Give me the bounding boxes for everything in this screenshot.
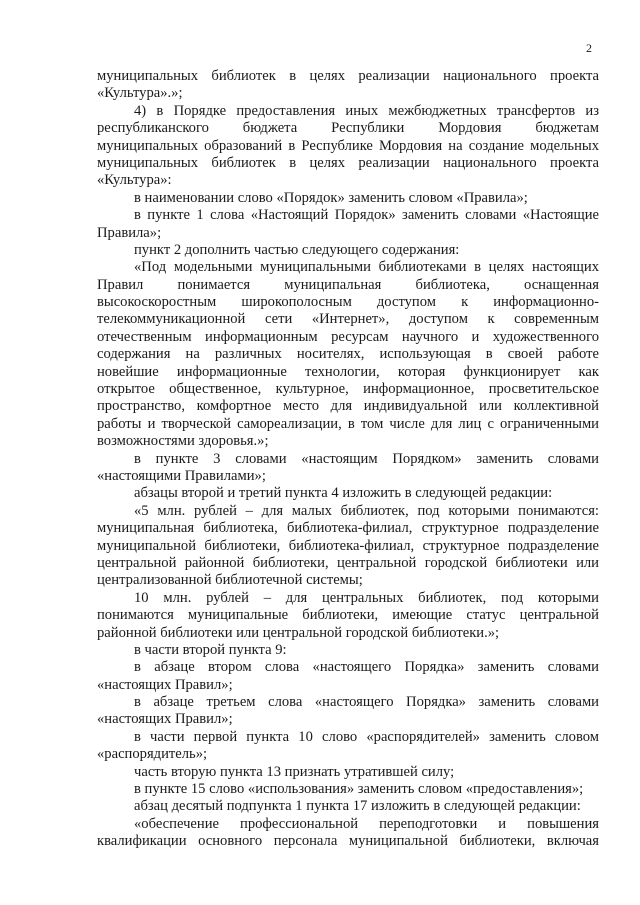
text-line: абзацы второй и третий пункта 4 изложить в следующей редакции: bbox=[134, 485, 553, 502]
text-line: муниципальных библиотек в целях реализации национального проекта bbox=[97, 154, 599, 171]
page-number: 2 bbox=[586, 41, 592, 55]
text-line: районной библиотеки или центральной городской библиотеки.»; bbox=[97, 624, 500, 641]
text-line: понимаются муниципальные библиотеки, имеющие статус центральной bbox=[97, 607, 599, 624]
text-line: в абзаце третьем слова «настоящего Порядка» заменить словами bbox=[134, 694, 599, 711]
text-line: «обеспечение профессиональной переподготовки и повышения bbox=[134, 815, 599, 832]
text-line: муниципальной библиотеки, библиотека-филиал, структурное подразделение bbox=[97, 537, 599, 554]
document-body bbox=[97, 68, 599, 851]
text-line: в абзаце втором слова «настоящего Порядка» заменить словами bbox=[134, 659, 599, 676]
text-line: республиканского бюджета Республики Мордовия бюджетам bbox=[97, 120, 599, 137]
text-line: открытое общественное, культурное, информационное, просветительское bbox=[97, 381, 599, 398]
text-line: 10 млн. рублей – для центральных библиотек, под которыми bbox=[134, 589, 599, 606]
text-line: в наименовании слово «Порядок» заменить словом «Правила»; bbox=[134, 189, 528, 206]
text-line: новейшие информационные технологии, которая функционирует как bbox=[97, 363, 599, 380]
text-line: «настоящими Правилами»; bbox=[97, 467, 266, 484]
text-line: «Культура».»; bbox=[97, 85, 183, 102]
text-line: в пункте 1 слова «Настоящий Порядок» заменить словами «Настоящие bbox=[134, 207, 599, 224]
text-line: в части первой пункта 10 слово «распорядителей» заменить словом bbox=[134, 728, 599, 745]
text-line: «распорядитель»; bbox=[97, 746, 208, 763]
text-line: в части второй пункта 9: bbox=[134, 641, 287, 658]
text-line: «настоящих Правил»; bbox=[97, 676, 233, 693]
text-line: в пункте 3 словами «настоящим Порядком» заменить словами bbox=[134, 450, 599, 467]
text-line: «Под модельными муниципальными библиотеками в целях настоящих bbox=[134, 259, 599, 276]
text-line: работы и творческой самореализации, в том числе для лиц с ограниченными bbox=[97, 415, 599, 432]
text-line: в пункте 15 слово «использования» заменить словом «предоставления»; bbox=[134, 781, 584, 798]
text-line: централизованной библиотечной системы; bbox=[97, 572, 363, 589]
text-line: 4) в Порядке предоставления иных межбюджетных трансфертов из bbox=[134, 102, 599, 119]
text-line: пространство, комфортное место для индивидуальной или коллективной bbox=[97, 398, 599, 415]
text-line: отечественным информационным ресурсам научного и художественного bbox=[97, 328, 599, 345]
text-line: возможностями здоровья.»; bbox=[97, 433, 269, 450]
text-line: центральной районной библиотеки, центральной городской библиотеки или bbox=[97, 554, 599, 571]
text-line: «Культура»: bbox=[97, 172, 172, 189]
text-line: муниципальная библиотека, библиотека-филиал, структурное подразделение bbox=[97, 520, 599, 537]
text-line: Правил понимается муниципальная библиотека, оснащенная bbox=[97, 276, 599, 293]
text-line: Правила»; bbox=[97, 224, 162, 241]
text-line: «настоящих Правил»; bbox=[97, 711, 233, 728]
text-line: «5 млн. рублей – для малых библиотек, под которыми понимаются: bbox=[134, 502, 599, 519]
text-line: квалификации основного персонала муниципальной библиотеки, включая bbox=[97, 833, 599, 850]
text-line: высокоскоростным широкополосным доступом к информационно- bbox=[97, 294, 599, 311]
text-line: пункт 2 дополнить частью следующего содержания: bbox=[134, 241, 460, 258]
text-line: абзац десятый подпункта 1 пункта 17 изложить в следующей редакции: bbox=[134, 798, 581, 815]
text-line: муниципальных библиотек в целях реализации национального проекта bbox=[97, 68, 599, 84]
text-line: часть вторую пункта 13 признать утратившей силу; bbox=[134, 763, 455, 780]
text-line: содержания на различных носителях, использующая в своей работе bbox=[97, 346, 599, 363]
text-line: муниципальных образований в Республике Мордовия на создание модельных bbox=[97, 137, 599, 154]
text-line: телекоммуникационной сети «Интернет», доступом к современным bbox=[97, 311, 599, 328]
